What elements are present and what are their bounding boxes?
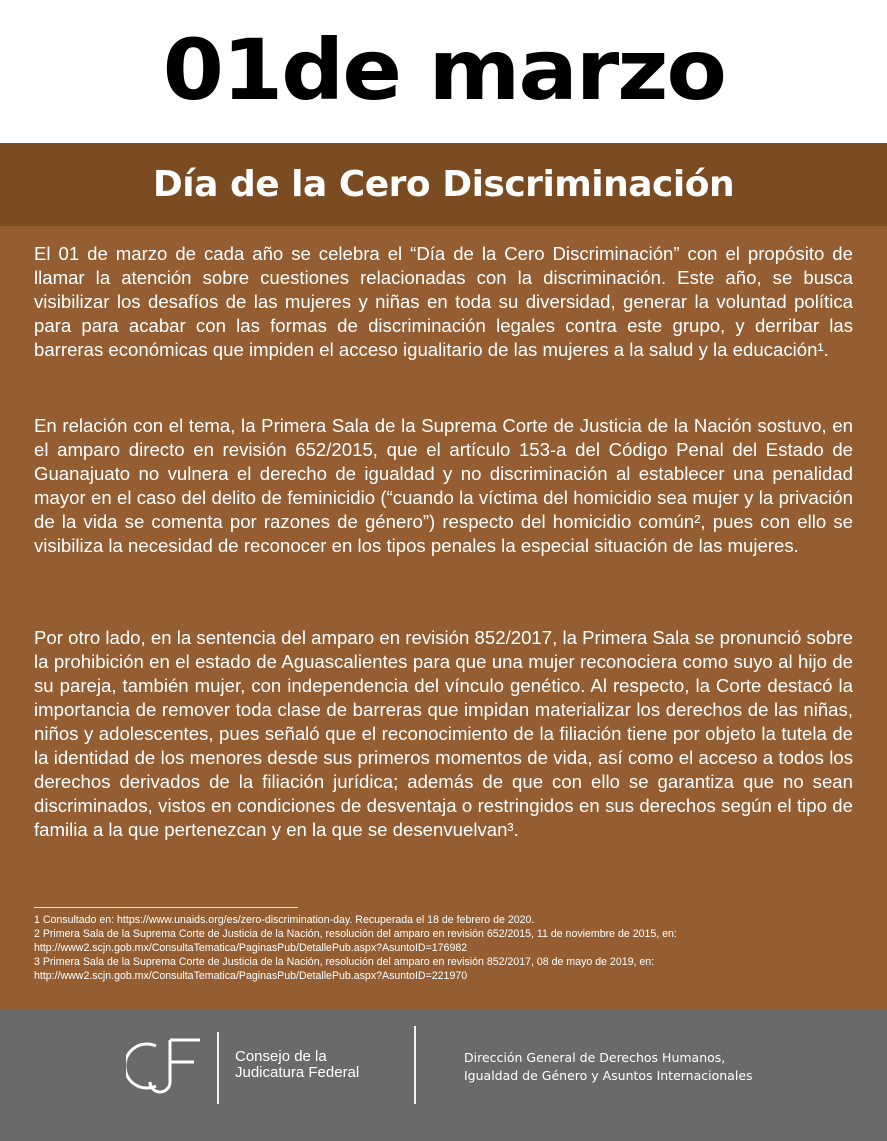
footnote-1: 1 Consultado en: https://www.unaids.org/es/zero-discrimination-day. Recuperada el 18 de febrero de 2020.	[34, 914, 535, 926]
paragraph-intro: El 01 de marzo de cada año se celebra el “Día de la Cero Discriminación” con el propósito de llamar la atención sobre cuestiones relacionadas con la discriminación. Este año, se busca visibilizar los desafíos de las mujeres y niñas en toda su diversidad, generar la voluntad política para para acabar con las formas de discriminación legales contra este grupo, y derribar las barreras económicas que impiden el acceso igualitario de las mujeres a la salud y la educación¹.	[34, 243, 853, 360]
org-name	[235, 1049, 359, 1081]
org-name-line-2: Judicatura Federal	[235, 1064, 360, 1081]
org-name-line-1: Consejo de la	[235, 1048, 327, 1065]
footnote-divider	[34, 907, 298, 908]
footnotes	[34, 913, 854, 983]
body-content	[0, 226, 887, 1010]
date-title: 01de marzo	[162, 20, 725, 119]
department-name	[464, 1049, 753, 1085]
title-banner	[0, 143, 887, 226]
footer-divider-2	[414, 1026, 416, 1104]
footnote-2-link: http://www2.scjn.gob.mx/ConsultaTematica/PaginasPub/DetallePub.aspx?AsuntoID=176982	[34, 942, 468, 954]
footer-divider-1	[217, 1032, 219, 1104]
footnote-2: 2 Primera Sala de la Suprema Corte de Justicia de la Nación, resolución del amparo en revisión 652/2015, 11 de noviembre de 2015, en:	[34, 928, 677, 940]
department-line-1: Dirección General de Derechos Humanos,	[464, 1050, 726, 1065]
paragraph-filiation-ruling: Por otro lado, en la sentencia del amparo en revisión 852/2017, la Primera Sala se pronunció sobre la prohibición en el estado de Aguascalientes para que una mujer reconociera como suyo al hijo de su pareja, también mujer, con independencia del vínculo genético. Al respecto, la Corte destacó la importancia de remover toda clase de barreras que impidan materializar los derechos de las niñas, niños y adolescentes, pues señaló que el reconocimiento de la filiación tiene por objeto la tutela de la identidad de los menores desde sus primeros momentos de vida, así como el acceso a todos los derechos derivados de la filiación jurídica; además de que con ello se garantiza que no sean discriminados, vistos en condiciones de desventaja o restringidos en sus derechos según el tipo de familia a la que pertenezcan y en la que se desenvuelvan³.	[34, 627, 853, 840]
date-header	[0, 0, 887, 143]
banner-title: Día de la Cero Discriminación	[152, 164, 735, 205]
footnote-3-link: http://www2.scjn.gob.mx/ConsultaTematica/PaginasPub/DetallePub.aspx?AsuntoID=221970	[34, 970, 468, 982]
paragraph-feminicide-ruling: En relación con el tema, la Primera Sala de la Suprema Corte de Justicia de la Nación sostuvo, en el amparo directo en revisión 652/2015, que el artículo 153-a del Código Penal del Estado de Guanajuato no vulnera el derecho de igualdad y no discriminación al establecer una penalidad mayor en el caso del delito de feminicidio (“cuando la víctima del homicidio sea mujer y la privación de la vida se comenta por razones de género”) respecto del homicidio común², pues con ello se visibiliza la necesidad de reconocer en los tipos penales la especial situación de las mujeres.	[34, 415, 853, 556]
department-line-2: Igualdad de Género y Asuntos Internacionales	[464, 1068, 753, 1083]
footnote-3: 3 Primera Sala de la Suprema Corte de Justicia de la Nación, resolución del amparo en revisión 852/2017, 08 de mayo de 2019, en:	[34, 956, 655, 968]
cjf-logo	[126, 1034, 202, 1098]
